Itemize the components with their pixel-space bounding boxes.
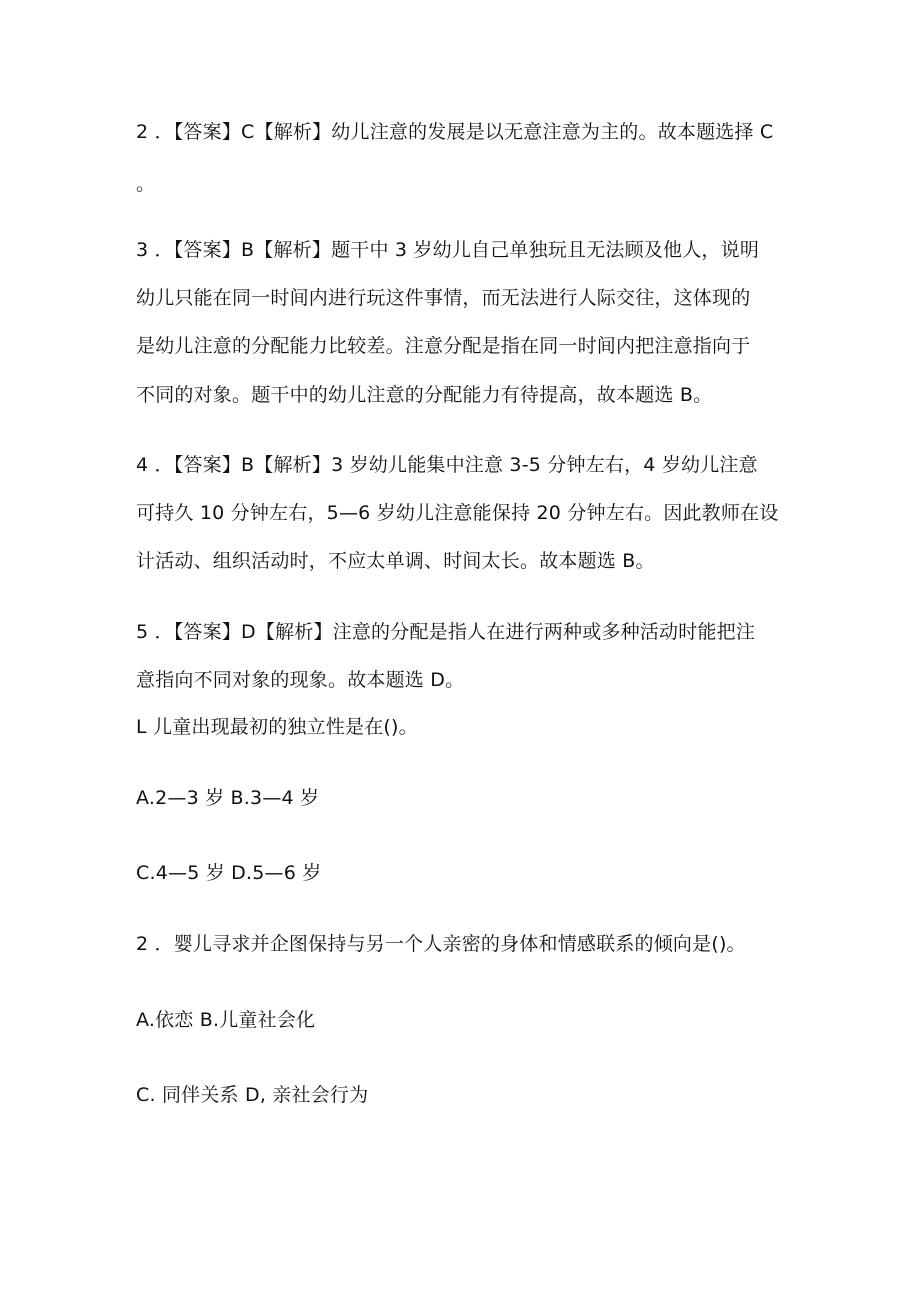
- question-1-stem: L 儿童出现最初的独立性是在()。: [136, 716, 418, 738]
- question-2-stem: 2 ．婴儿寻求并企图保持与另一个人亲密的身体和情感联系的倾向是()。: [136, 933, 746, 955]
- answer-3-line-3: 是幼儿注意的分配能力比较差。注意分配是指在同一时间内把注意指向于: [136, 335, 751, 357]
- answer-4-line-3: 计活动、组织活动时，不应太单调、时间太长。故本题选 B。: [136, 550, 655, 572]
- answer-4-line-2: 可持久 10 分钟左右，5—6 岁幼儿注意能保持 20 分钟左右。因此教师在设: [136, 502, 779, 524]
- answer-2-line-1: 2 ．【答案】C【解析】幼儿注意的发展是以无意注意为主的。故本题选择 C: [136, 121, 774, 143]
- answer-3-line-1: 3 ．【答案】B【解析】题干中 3 岁幼儿自己单独玩且无法顾及他人，说明: [136, 239, 760, 261]
- question-1-options-cd: C.4—5 岁 D.5—6 岁: [136, 862, 322, 884]
- answer-3-line-4: 不同的对象。题干中的幼儿注意的分配能力有待提高，故本题选 B。: [136, 384, 713, 406]
- answer-5-line-1: 5 ．【答案】D【解析】注意的分配是指人在进行两种或多种活动时能把注: [136, 621, 756, 643]
- question-2-options-ab: A.依恋 B.儿童社会化: [136, 1009, 316, 1031]
- answer-3-line-2: 幼儿只能在同一时间内进行玩这件事情，而无法进行人际交往，这体现的: [136, 287, 751, 309]
- answer-4-line-1: 4 ．【答案】B【解析】3 岁幼儿能集中注意 3-5 分钟左右，4 岁幼儿注意: [136, 454, 758, 476]
- question-2-options-cd: C. 同伴关系 D, 亲社会行为: [136, 1084, 369, 1106]
- question-1-options-ab: A.2—3 岁 B.3—4 岁: [136, 787, 320, 809]
- answer-2-line-2: 。: [136, 173, 156, 195]
- answer-5-line-2: 意指向不同对象的现象。故本题选 D。: [136, 669, 465, 691]
